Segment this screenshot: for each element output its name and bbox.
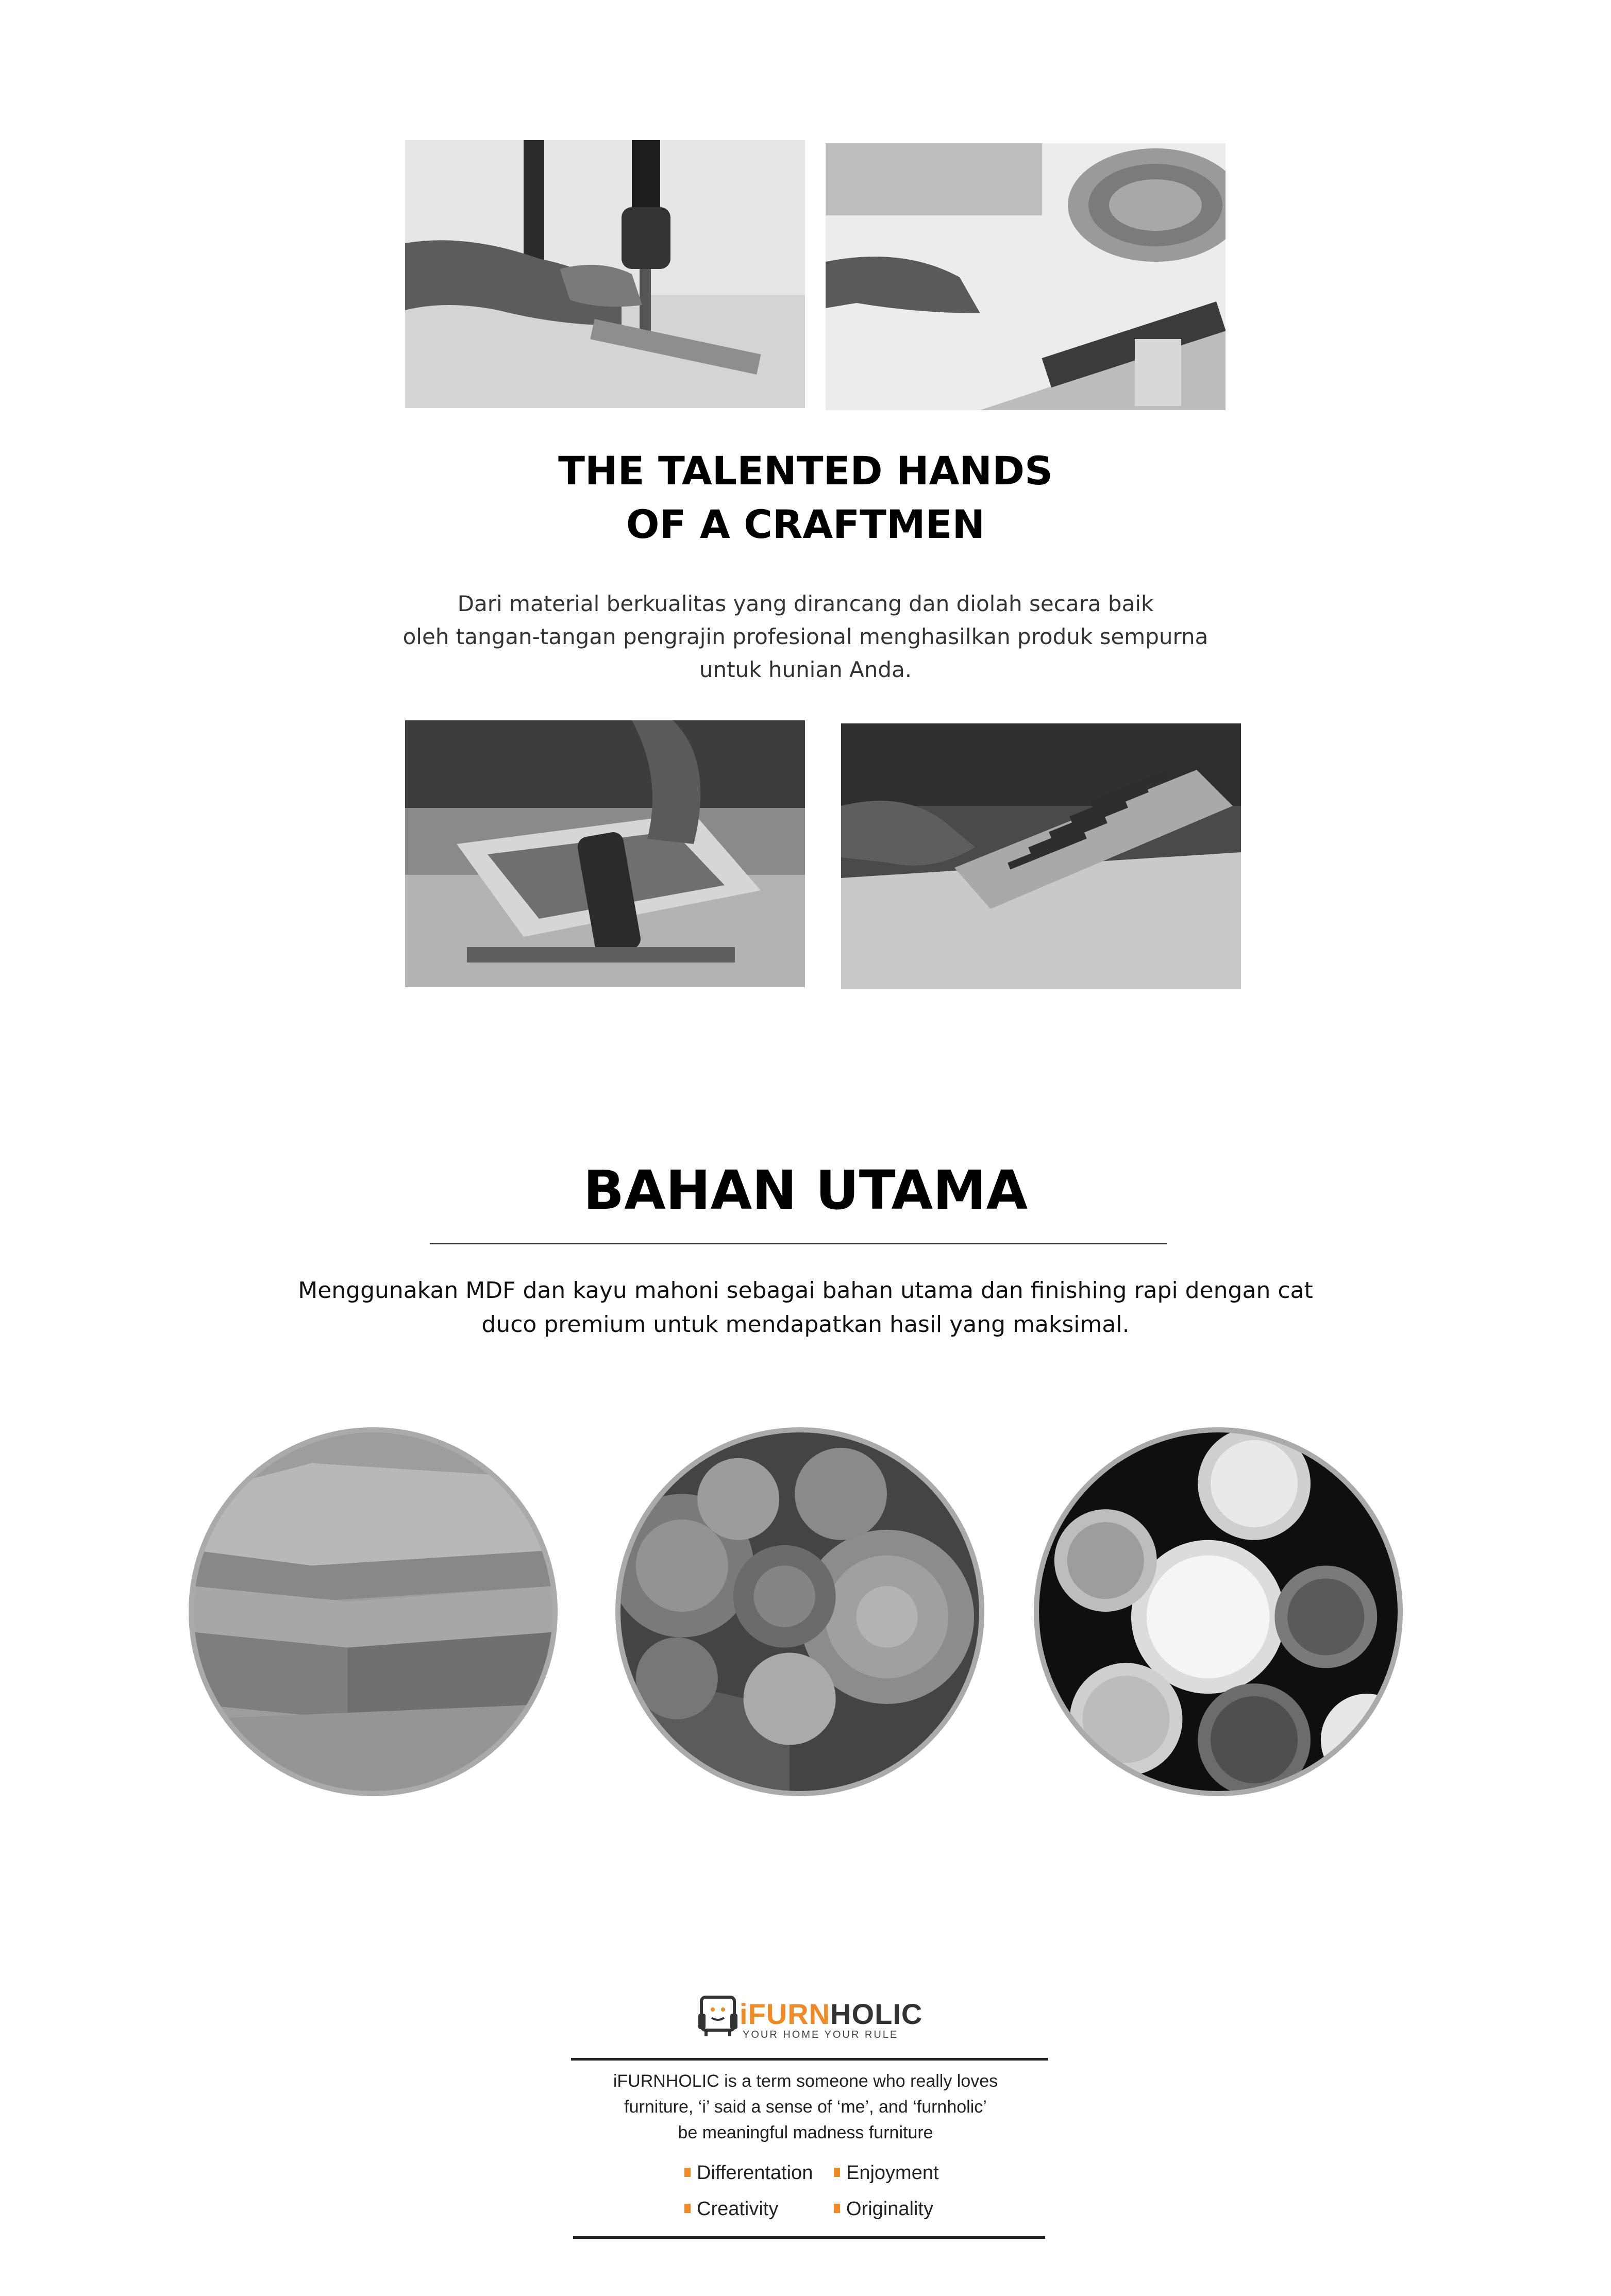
footer-about-line3: be meaningful madness furniture xyxy=(678,2123,933,2142)
mdf-board-image xyxy=(189,1427,558,1796)
bullet-square-icon xyxy=(684,2168,691,2177)
craft-description-line1: Dari material berkualitas yang dirancang dan diolah secara baik xyxy=(457,591,1154,616)
keyword-label: Creativity xyxy=(697,2198,779,2220)
craft-description-line3: untuk hunian Anda. xyxy=(699,657,912,682)
keyword-label: Enjoyment xyxy=(846,2162,939,2184)
craft-photo-slat-panel xyxy=(841,723,1241,989)
bullet-square-icon xyxy=(834,2168,840,2177)
ifurnholic-logo xyxy=(697,1993,923,2050)
keyword-differentation xyxy=(684,2162,813,2184)
logo-wordmark xyxy=(740,1997,922,2031)
logo-furn: FURN xyxy=(748,1998,831,2030)
bullet-square-icon xyxy=(834,2204,840,2213)
craft-title-line1: THE TALENTED HANDS xyxy=(558,448,1053,494)
footer-top-divider xyxy=(571,2058,1048,2061)
sofa-icon xyxy=(697,1994,739,2044)
footer-about-line1: iFURNHOLIC is a term someone who really loves xyxy=(613,2071,998,2091)
craft-photo-frame-assembly xyxy=(405,720,805,987)
footer-bottom-divider xyxy=(573,2236,1045,2239)
logo-letter-i: i xyxy=(740,1998,748,2030)
bahan-description-line1: Menggunakan MDF dan kayu mahoni sebagai bahan utama dan finishing rapi dengan cat xyxy=(298,1277,1313,1304)
keyword-label: Differentation xyxy=(697,2162,813,2184)
logo-tagline: YOUR HOME YOUR RULE xyxy=(743,2029,899,2040)
bullet-square-icon xyxy=(684,2204,691,2213)
craft-title-line2: OF A CRAFTMEN xyxy=(626,501,985,547)
keyword-label: Originality xyxy=(846,2198,933,2220)
craft-photo-cutting xyxy=(826,143,1226,410)
bahan-divider xyxy=(430,1243,1167,1244)
craft-photo-drilling xyxy=(405,140,805,408)
footer-about-line2: furniture, ‘i’ said a sense of ‘me’, and ‘furnholic’ xyxy=(624,2097,987,2117)
paint-cans-image xyxy=(1034,1427,1403,1796)
keyword-originality xyxy=(834,2198,933,2220)
bahan-title: BAHAN UTAMA xyxy=(583,1159,1028,1222)
logo-holic: HOLIC xyxy=(830,1998,923,2030)
bahan-description-line2: duco premium untuk mendapatkan hasil yang maksimal. xyxy=(481,1311,1130,1338)
mahogany-logs-image xyxy=(615,1427,984,1796)
craft-description-line2: oleh tangan-tangan pengrajin profesional menghasilkan produk sempurna xyxy=(402,624,1209,649)
keyword-enjoyment xyxy=(834,2162,939,2184)
keyword-creativity xyxy=(684,2198,778,2220)
